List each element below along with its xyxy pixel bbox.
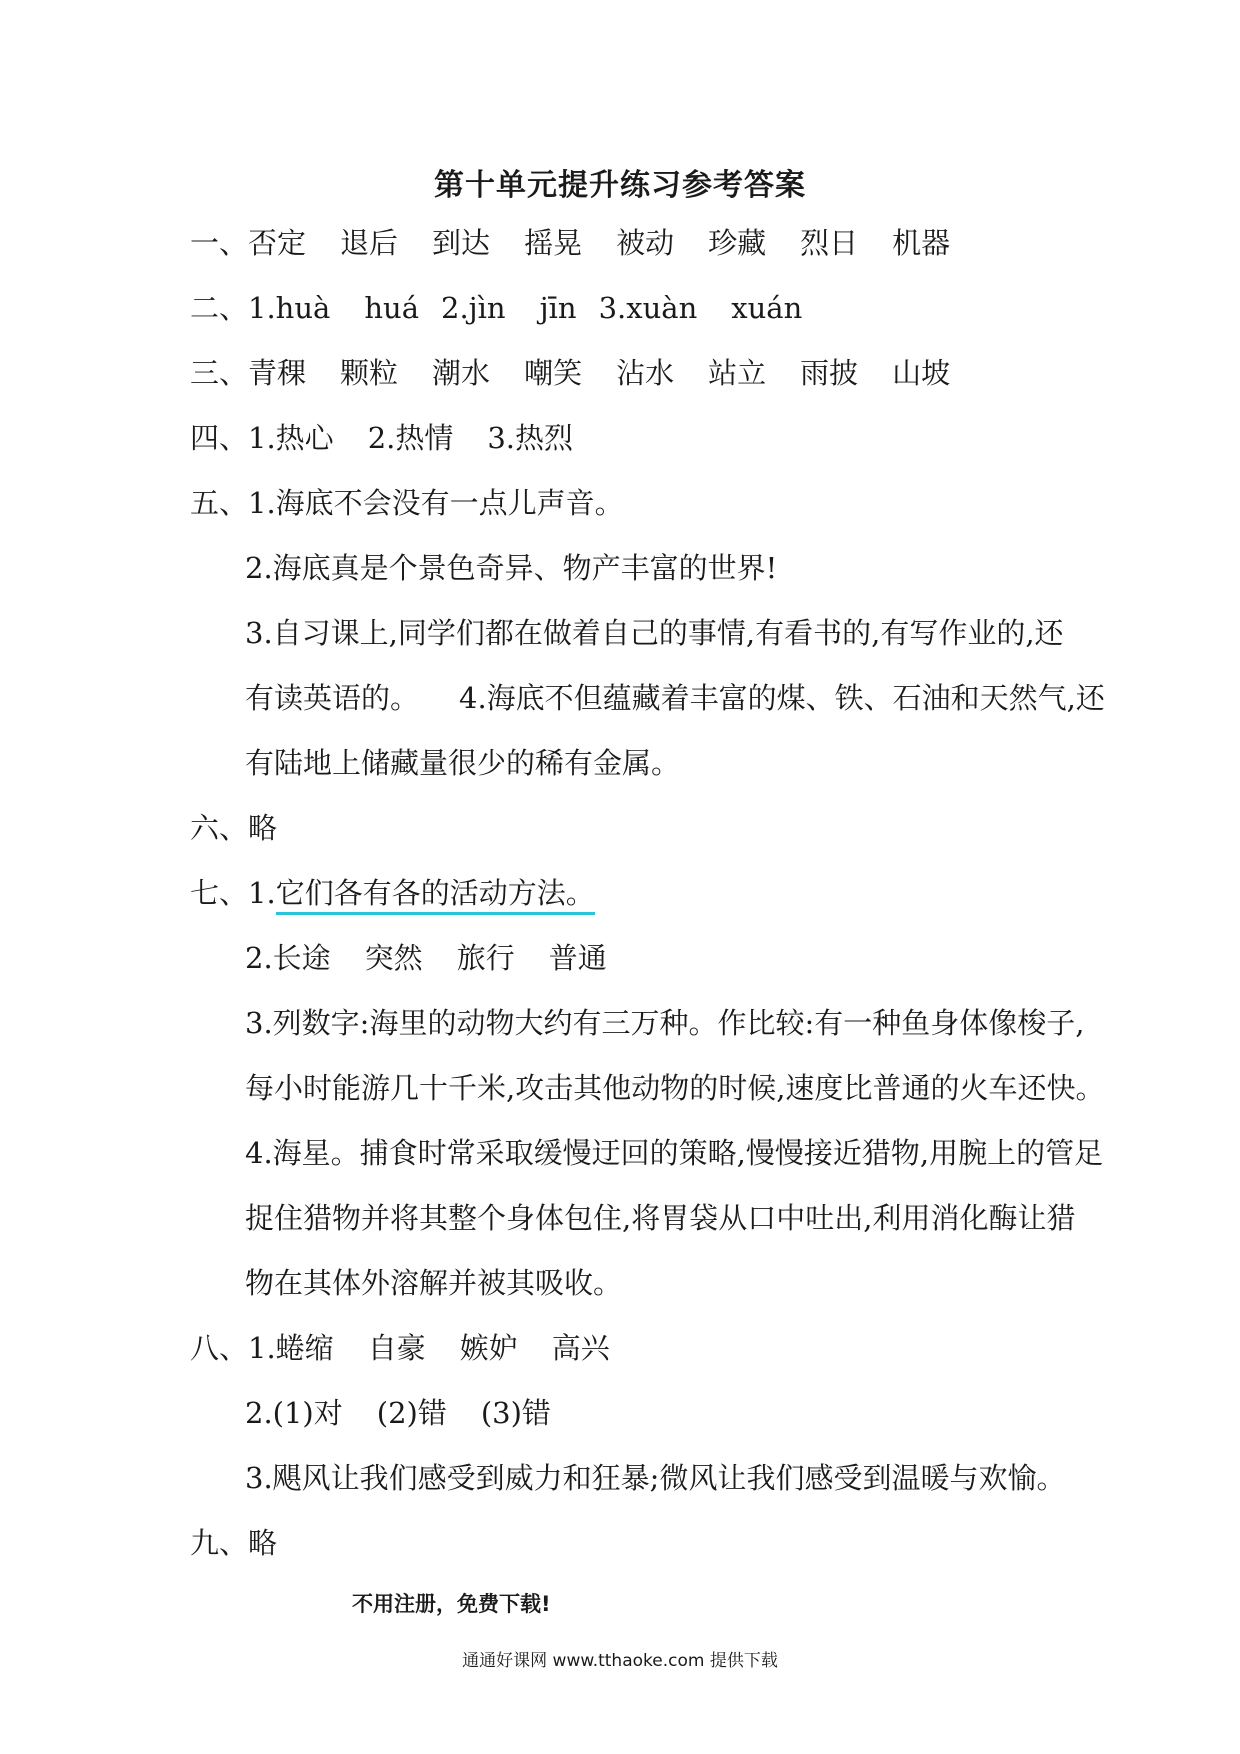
section-9: 九、略	[190, 1526, 278, 1560]
section-7-line-2: 2.长途 突然 旅行 普通	[245, 941, 607, 975]
section-4: 四、1.热心 2.热情 3.热烈	[190, 421, 574, 455]
section-8-line-3: 3.飓风让我们感受到威力和狂暴;微风让我们感受到温暖与欢愉。	[245, 1461, 1066, 1495]
section-7-line-5: 4.海星。捕食时常采取缓慢迂回的策略,慢慢接近猎物,用腕上的管足	[245, 1136, 1104, 1170]
section-7-line-7: 物在其体外溶解并被其吸收。	[245, 1266, 623, 1300]
promo-text: 不用注册，免费下载!	[352, 1592, 551, 1616]
section-1: 一、否定 退后 到达 摇晃 被动 珍藏 烈日 机器	[190, 226, 951, 260]
section-7-line-6: 捉住猎物并将其整个身体包住,将胃袋从口中吐出,利用消化酶让猎	[245, 1201, 1076, 1235]
underlined-answer: 它们各有各的活动方法。	[276, 876, 595, 915]
section-3: 三、青稞 颗粒 潮水 嘲笑 沾水 站立 雨披 山坡	[190, 356, 951, 390]
section-5-line-5: 有陆地上储藏量很少的稀有金属。	[245, 746, 681, 780]
page-title: 第十单元提升练习参考答案	[434, 168, 806, 203]
section-6: 六、略	[190, 811, 278, 845]
section-5-line-4: 有读英语的。 4.海底不但蕴藏着丰富的煤、铁、石油和天然气,还	[245, 681, 1105, 715]
section-7-line-4: 每小时能游几十千米,攻击其他动物的时候,速度比普通的火车还快。	[245, 1071, 1105, 1105]
section-5-line-1: 五、1.海底不会没有一点儿声音。	[190, 486, 624, 520]
section-7-line-1: 七、1.它们各有各的活动方法。	[190, 876, 595, 911]
section-5-line-2: 2.海底真是个景色奇异、物产丰富的世界!	[245, 551, 778, 585]
section-7-line-3: 3.列数字:海里的动物大约有三万种。作比较:有一种鱼身体像梭子,	[245, 1006, 1085, 1040]
site-credit: 通通好课网 www.tthaoke.com 提供下载	[462, 1651, 778, 1671]
section-8-line-2: 2.(1)对 (2)错 (3)错	[245, 1396, 551, 1430]
section-5-line-3: 3.自习课上,同学们都在做着自己的事情,有看书的,有写作业的,还	[245, 616, 1064, 650]
section-8-line-1: 八、1.蜷缩 自豪 嫉妒 高兴	[190, 1331, 610, 1365]
section-2: 二、1.huà huá 2.jìn jīn 3.xuàn xuán	[190, 291, 803, 325]
